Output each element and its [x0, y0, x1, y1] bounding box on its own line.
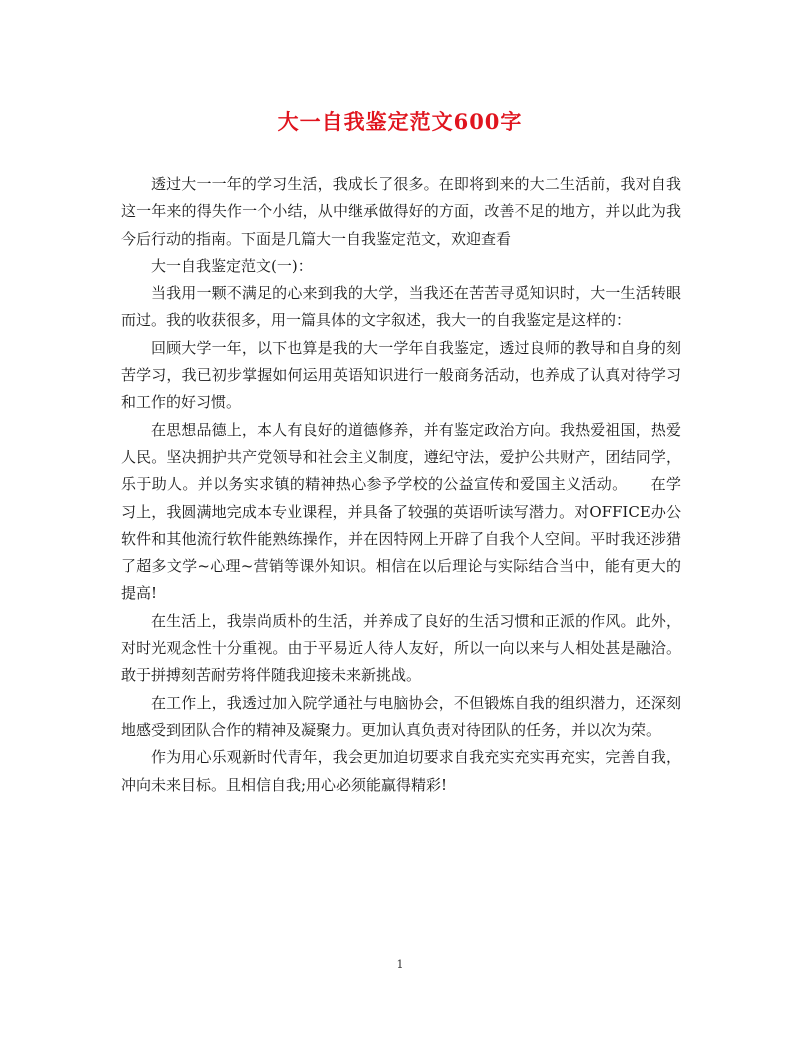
paragraph-conclusion: 作为用心乐观新时代青年，我会更加迫切要求自我充实充实再充实，完善自我，冲向未来目标。且相信自我;用心必须能赢得精彩!	[121, 748, 681, 794]
document-title: 大一自我鉴定范文600字	[277, 109, 523, 134]
paragraph-life: 在生活上，我崇尚质朴的生活，并养成了良好的生活习惯和正派的作风。此外，对时光观念性十分重视。由于平易近人待人友好，所以一向以来与人相处甚是融洽。敢于拼搏刻苦耐劳将伴随我迎接未来新挑战。	[121, 611, 681, 685]
paragraph-work: 在工作上，我透过加入院学通社与电脑协会，不但锻炼自我的组织潜力，还深刻地感受到团队合作的精神及凝聚力。更加认真负责对待团队的任务，并以次为荣。	[121, 693, 681, 739]
document-body	[121, 171, 681, 799]
paragraph-morality-study: 在思想品德上，本人有良好的道德修养，并有鉴定政治方向。我热爱祖国，热爱人民。坚决拥护共产党领导和社会主义制度，遵纪守法，爱护公共财产，团结同学，乐于助人。并以务实求镇的精神热心参予学校的公益宣传和爱国主义活动。 在学习上，我圆满地完成本专业课程，并具备了较强的英语听读写潜力。对OFFICE办公软件和其他流行软件能熟练操作，并在因特网上开辟了自我个人空间。平时我还涉猎了超多文学~心理~营销等课外知识。相信在以后理论与实际结合当中，能有更大的提高!	[121, 420, 681, 603]
page-number: 1	[396, 958, 404, 971]
paragraph-opening: 当我用一颗不满足的心来到我的大学，当我还在苦苦寻觅知识时，大一生活转眼而过。我的收获很多，用一篇具体的文字叙述，我大一的自我鉴定是这样的：	[121, 284, 681, 330]
paragraph-review: 回顾大学一年，以下也算是我的大一学年自我鉴定，透过良师的教导和自身的刻苦学习，我已初步掌握如何运用英语知识进行一般商务活动，也养成了认真对待学习和工作的好习惯。	[121, 338, 681, 412]
paragraph-intro: 透过大一一年的学习生活，我成长了很多。在即将到来的大二生活前，我对自我这一年来的得失作一个小结，从中继承做得好的方面，改善不足的地方，并以此为我今后行动的指南。下面是几篇大一自我鉴定范文，欢迎查看	[121, 175, 681, 248]
paragraph-section-heading: 大一自我鉴定范文(一)：	[151, 256, 313, 275]
